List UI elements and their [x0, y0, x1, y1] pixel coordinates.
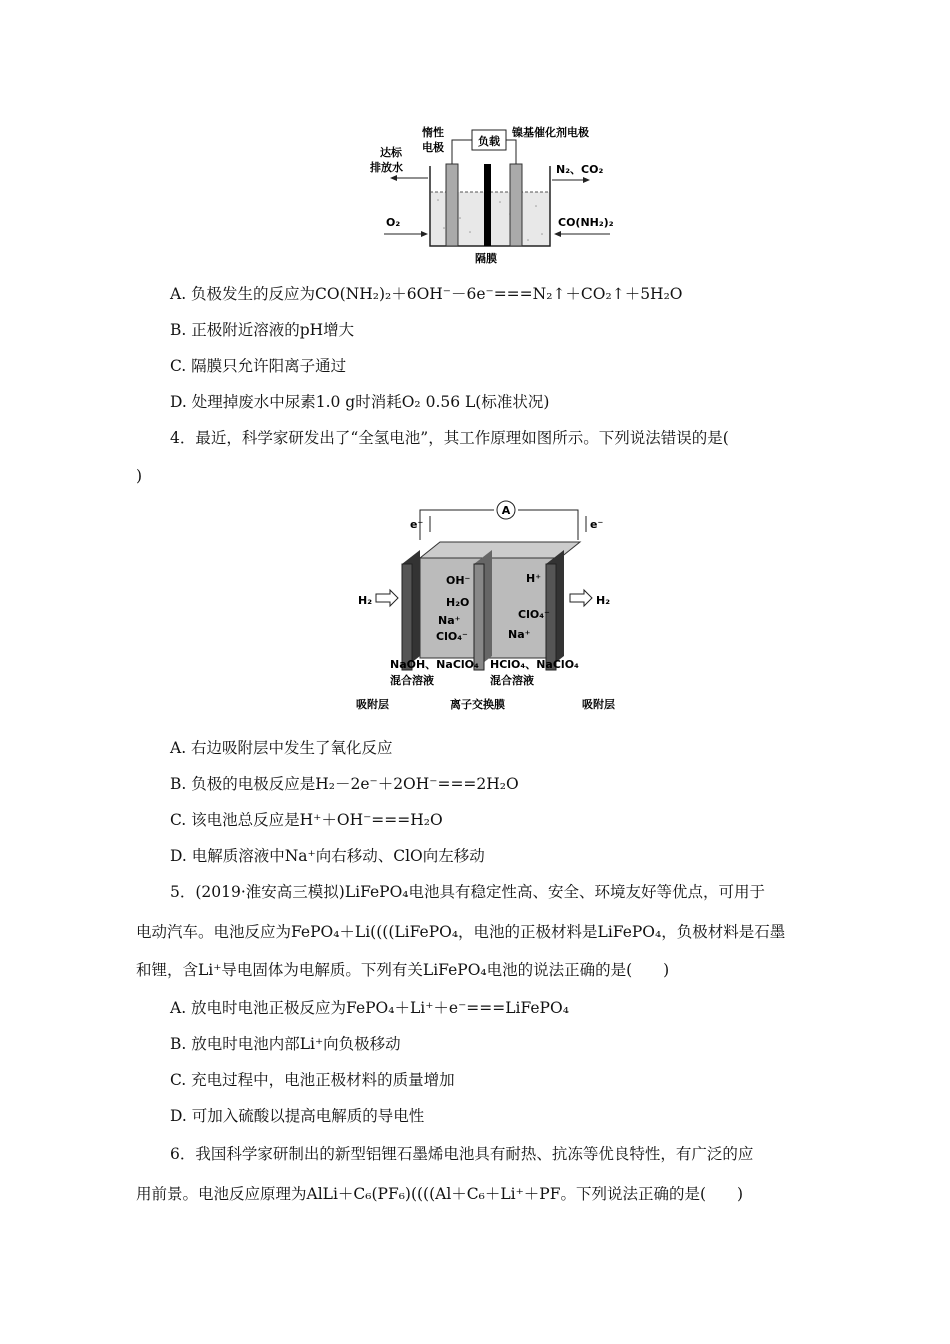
q5-stem-line3: 和锂，含Li⁺导电固体为电解质。下列有关LiFePO₄电池的说法正确的是( )	[136, 961, 670, 979]
clo4-left-label: ClO₄⁻	[436, 630, 468, 643]
h2-right-label: H₂	[596, 594, 611, 607]
q3-option-d: D. 处理掉废水中尿素1.0 g时消耗O₂ 0.56 L(标准状况)	[170, 393, 550, 411]
q4-option-d: D. 电解质溶液中Na⁺向右移动、ClO向左移动	[170, 847, 485, 865]
ion-exchange-membrane	[474, 564, 484, 670]
na-left-label: Na⁺	[438, 614, 461, 627]
inert-electrode	[446, 164, 458, 246]
electron-right-label: e⁻	[590, 518, 604, 531]
membrane-label: 隔膜	[475, 252, 497, 265]
q5-stem-line1: 5．(2019·淮安高三模拟)LiFePO₄电池具有稳定性高、安全、环境友好等优点，可用于	[170, 883, 766, 901]
h2-left-label: H₂	[358, 594, 373, 607]
q3-option-b: B. 正极附近溶液的pH增大	[170, 321, 355, 339]
q4-option-b: B. 负极的电极反应是H₂－2e⁻＋2OH⁻===2H₂O	[170, 775, 519, 793]
clo4-right-label: ClO₄⁻	[518, 608, 550, 621]
adsorb-left-label: 吸附层	[356, 698, 389, 711]
q5-option-b: B. 放电时电池内部Li⁺向负极移动	[170, 1035, 401, 1053]
q4-option-a: A. 右边吸附层中发生了氧化反应	[170, 739, 393, 757]
q5-option-d: D. 可加入硫酸以提高电解质的导电性	[170, 1107, 425, 1125]
electron-left-label: e⁻	[410, 518, 424, 531]
o2-label: O₂	[386, 216, 401, 229]
h2o-label: H₂O	[446, 596, 470, 609]
membrane-label: 离子交换膜	[450, 698, 505, 711]
oh-ion-label: OH⁻	[446, 574, 471, 587]
h-ion-label: H⁺	[526, 572, 542, 585]
right-solution-label-2: 混合溶液	[490, 674, 534, 687]
membrane	[484, 164, 491, 246]
left-solution-label-1: NaOH、NaClO₄	[390, 658, 479, 671]
discharge-label-2: 排放水	[370, 161, 403, 174]
left-solution-label-2: 混合溶液	[390, 674, 434, 687]
q3-option-a: A. 负极发生的反应为CO(NH₂)₂＋6OH⁻－6e⁻===N₂↑＋CO₂↑＋5H₂O	[170, 285, 683, 303]
q4-stem-line2: )	[136, 467, 143, 485]
q5-stem-line2: 电动汽车。电池反应为FePO₄＋Li((((LiFePO₄，电池的正极材料是LiFePO₄，负极材料是石墨	[136, 923, 786, 941]
inert-label-1: 惰性	[422, 126, 444, 139]
q4-option-c: C. 该电池总反应是H⁺＋OH⁻===H₂O	[170, 811, 443, 829]
na-right-label: Na⁺	[508, 628, 531, 641]
urea-fuel-cell-diagram	[360, 118, 620, 268]
q3-option-c: C. 隔膜只允许阳离子通过	[170, 357, 347, 375]
load-label: 负载	[478, 135, 500, 148]
adsorb-right-label: 吸附层	[582, 698, 615, 711]
ni-electrode	[510, 164, 522, 246]
right-solution-label-1: HClO₄、NaClO₄	[490, 658, 579, 671]
q4-stem-line1: 4．最近，科学家研发出了“全氢电池”，其工作原理如图所示。下列说法错误的是(	[170, 429, 729, 447]
q5-option-a: A. 放电时电池正极反应为FePO₄＋Li⁺＋e⁻===LiFePO₄	[170, 999, 569, 1017]
left-adsorption-layer	[402, 564, 412, 670]
discharge-label-1: 达标	[380, 146, 402, 159]
q6-stem-line1: 6．我国科学家研制出的新型铝锂石墨烯电池具有耐热、抗冻等优良特性，有广泛的应	[170, 1145, 754, 1163]
n2-co2-label: N₂、CO₂	[556, 163, 604, 176]
q6-stem-line2: 用前景。电池反应原理为AlLi＋C₆(PF₆)((((Al＋C₆＋Li⁺＋PF。下列说法正确的是( )	[136, 1185, 744, 1203]
ammeter-label: A	[501, 504, 511, 517]
hydrogen-battery-diagram	[350, 498, 640, 718]
q5-option-c: C. 充电过程中，电池正极材料的质量增加	[170, 1071, 455, 1089]
ni-electrode-label: 镍基催化剂电极	[512, 126, 589, 139]
inert-label-2: 电极	[422, 141, 444, 154]
urea-label: CO(NH₂)₂	[558, 216, 614, 229]
